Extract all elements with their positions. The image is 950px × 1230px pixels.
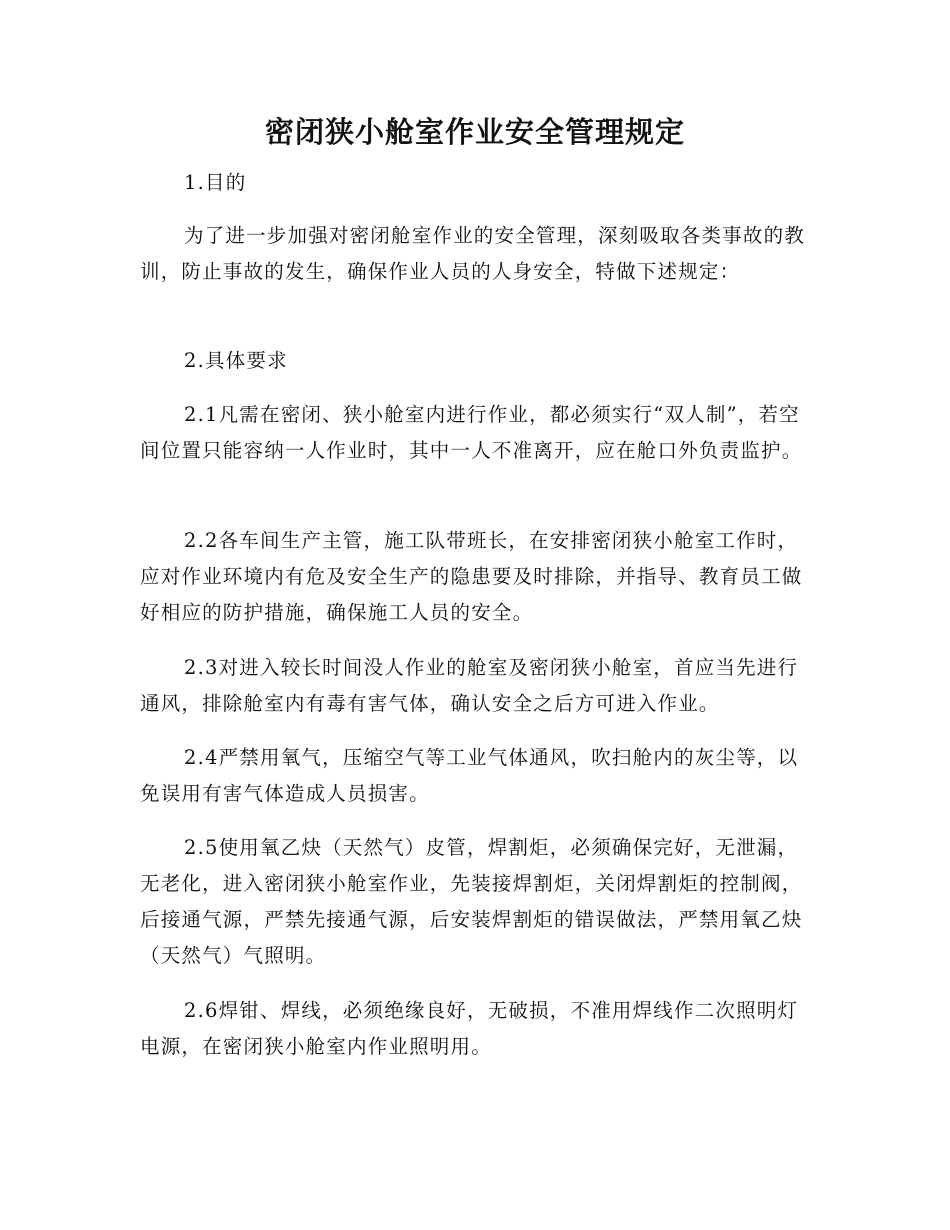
paragraph-2-5: 2.5使用氧乙炔（天然气）皮管，焊割炬，必须确保完好，无泄漏，无老化，进入密闭狭小舱室作业，先装接焊割炬，关闭焊割炬的控制阀，后接通气源，严禁先接通气源，后安装焊割炬的错误做法，严禁用氧乙炔（天然气）气照明。	[140, 836, 803, 967]
paragraph-2-2: 2.2各车间生产主管，施工队带班长，在安排密闭狭小舱室工作时，应对作业环境内有危及安全生产的隐患要及时排除，并指导、教育员工做好相应的防护措施，确保施工人员的安全。	[140, 529, 803, 624]
section-heading-purpose: 1.目的	[184, 171, 247, 194]
paragraph-2-6: 2.6焊钳、焊线，必须绝缘良好，无破损，不准用焊线作二次照明灯电源，在密闭狭小舱室内作业照明用。	[140, 999, 799, 1058]
paragraph-purpose: 为了进一步加强对密闭舱室作业的安全管理，深刻吸取各类事故的教训，防止事故的发生，确保作业人员的人身安全，特做下述规定：	[140, 224, 806, 283]
document-title: 密闭狭小舱室作业安全管理规定	[264, 115, 685, 149]
paragraph-2-4: 2.4严禁用氧气，压缩空气等工业气体通风，吹扫舱内的灰尘等，以免误用有害气体造成人员损害。	[140, 746, 799, 805]
paragraph-2-3: 2.3对进入较长时间没人作业的舱室及密闭狭小舱室，首应当先进行通风，排除舱室内有毒有害气体，确认安全之后方可进入作业。	[140, 656, 799, 715]
section-heading-requirements: 2.具体要求	[184, 349, 288, 372]
paragraph-2-1: 2.1凡需在密闭、狭小舱室内进行作业，都必须实行“双人制”，若空间位置只能容纳一人作业时，其中一人不准离开，应在舱口外负责监护。	[140, 403, 803, 462]
